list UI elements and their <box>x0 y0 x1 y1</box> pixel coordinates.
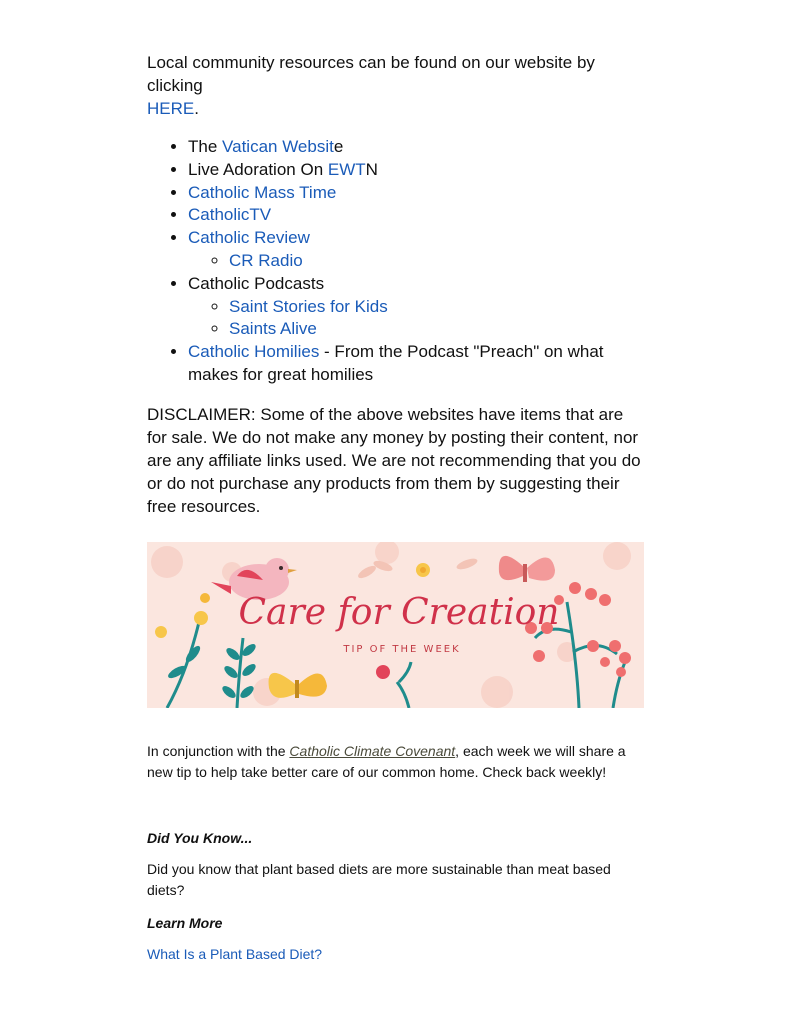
care-for-creation-banner <box>147 542 644 708</box>
list-item-mass-time <box>188 182 647 205</box>
homilies-description: - From the Podcast "Preach" on what makes for great homilies <box>188 342 604 384</box>
intro-text: Local community resources can be found on our website by clicking <box>147 53 595 95</box>
list-item-saints-alive <box>229 318 647 341</box>
list-item-cr-radio <box>229 250 647 273</box>
list-item-suffix: N <box>365 159 378 179</box>
banner-subtitle: TIP OF THE WEEK <box>343 643 461 655</box>
resource-list <box>147 136 647 387</box>
banner-title: Care for Creation <box>238 591 560 633</box>
conjunction-after: , each week we will share a new tip to help take better care of our common home. Check back weekly! <box>147 742 626 780</box>
list-item-vatican <box>188 136 647 159</box>
list-item-saint-stories <box>229 296 647 319</box>
newsletter-content <box>147 50 647 962</box>
list-item-podcasts <box>188 273 647 341</box>
learn-more-paragraph <box>147 946 647 962</box>
list-item-prefix: Live Adoration On <box>188 159 328 179</box>
saint-stories-link[interactable]: Saint Stories for Kids <box>229 296 388 316</box>
learn-more-heading: Learn More <box>147 914 223 931</box>
disclaimer-paragraph: DISCLAIMER: Some of the above websites have items that are for sale. We do not make any money by posting their content, nor are any affiliate links used. We are not recommending that you do or do not purchase any products from them by suggesting their free resources. <box>147 404 641 516</box>
catholictv-link[interactable]: CatholicTV <box>188 205 272 225</box>
catholic-climate-covenant-link[interactable]: Catholic Climate Covenant <box>289 742 456 759</box>
list-item-homilies <box>188 341 647 387</box>
cr-radio-link[interactable]: CR Radio <box>229 250 303 270</box>
intro-paragraph <box>147 51 647 120</box>
podcasts-sublist <box>188 296 647 342</box>
conjunction-paragraph <box>147 741 647 783</box>
list-item-prefix: The <box>188 137 223 156</box>
plant-based-diet-link[interactable]: What Is a Plant Based Diet? <box>147 945 323 962</box>
catholic-podcasts-label: Catholic Podcasts <box>188 273 325 293</box>
list-item-catholic-review <box>188 227 647 273</box>
intro-period: . <box>194 99 199 118</box>
here-link[interactable]: HERE <box>147 99 195 118</box>
catholic-homilies-link[interactable]: Catholic Homilies <box>188 342 320 362</box>
did-you-know-text: Did you know that plant based diets are more sustainable than meat based diets? <box>147 860 611 898</box>
catholic-review-link[interactable]: Catholic Review <box>188 228 310 248</box>
saints-alive-link[interactable]: Saints Alive <box>229 319 317 339</box>
did-you-know-heading: Did You Know... <box>147 829 253 846</box>
conjunction-before: In conjunction with the <box>147 742 290 759</box>
catholic-review-sublist <box>188 250 647 273</box>
banner-illustration <box>147 542 644 708</box>
list-item-catholictv <box>188 204 647 227</box>
list-item-ewtn <box>188 159 647 182</box>
list-item-suffix: e <box>333 137 344 156</box>
yellow-flower-icon <box>416 563 430 577</box>
catholic-mass-time-link[interactable]: Catholic Mass Time <box>188 182 337 202</box>
ewtn-link[interactable]: EWT <box>327 159 366 179</box>
vatican-website-link[interactable]: Vatican Websit <box>222 137 334 156</box>
